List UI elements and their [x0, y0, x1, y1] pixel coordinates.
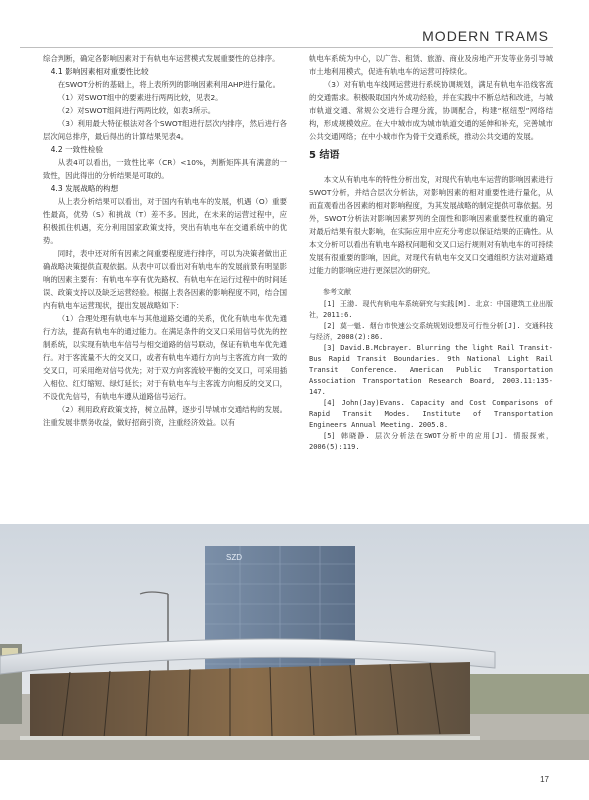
reference-item: [1] 王渤. 现代有轨电车系统研究与实践[M]. 北京：中国建筑工业出版社，2011:6. — [309, 300, 553, 319]
references — [309, 287, 553, 453]
paragraph: 在SWOT分析的基础上，将上表所列的影响因素利用AHP进行量化。 — [57, 80, 280, 89]
paragraph: 综合判断，确定各影响因素对于有轨电车运营模式发展重要性的总排序。 — [43, 54, 280, 63]
reference-item: [2] 莫一魁. 烟台市快速公交系统规划设想及可行性分析[J]. 交通科技与经济，2008(2):86. — [309, 322, 553, 341]
page-number: 17 — [540, 775, 549, 784]
paragraph: （2）对SWOT组间进行两两比较，如表3所示。 — [57, 106, 216, 115]
left-column — [43, 52, 287, 429]
section-heading-conclusion: 5 结语 — [309, 150, 340, 161]
right-column — [309, 52, 553, 453]
paragraph: 从上表分析结果可以看出，对于国内有轨电车的发展，机遇（O）重要性最高，优势（S）和挑战（T）差不多。因此，在未来的运营过程中，应积极抓住机遇，充分利用国家政策支持，突出有轨电车在交通系统中的优势。 — [43, 197, 287, 245]
subsection-heading-4-1: 4.1 影响因素相对重要性比较 — [50, 67, 149, 76]
paragraph: （2）利用政府政策支持，树立品牌，逐步引导城市交通结构的发展。注重发展非票务收益，做好招商引资，注重经济效益。以有 — [43, 405, 287, 427]
journal-header-title: MODERN TRAMS — [422, 28, 549, 44]
header-rule — [20, 47, 553, 48]
reference-item: [5] 韩晓静. 层次分析法在SWOT分析中的应用[J]. 情报探索，2006(5):119. — [309, 432, 553, 451]
subsection-heading-4-2: 4.2 一致性检验 — [50, 145, 104, 154]
subsection-heading-4-3: 4.3 发展战略的构想 — [50, 184, 119, 193]
reference-item: [4] John(Jay)Evans. Capacity and Cost Comparisons of Rapid Transit Modes. Institute of Transportation Engineers Annual Meeting. 2005.8. — [309, 399, 553, 429]
paragraph: 轨电车系统为中心，以广告、租赁、旅游、商业及房地产开发等业务引导城市土地利用模式，促进有轨电车的运营可持续化。 — [309, 54, 553, 76]
paragraph: （3）利用最大特征根法对各个SWOT组进行层次内排序，然后进行各层次间总排序，最后得出的计算结果见表4。 — [43, 119, 287, 141]
paragraph: 同时，表中还对所有因素之间重要程度进行排序，可以为决策者做出正确战略决策提供直观依据。从表中可以看出对有轨电车的发展前景有明显影响的因素主要有：有轨电车享有优先路权、有轨电车在运行过程中的时间延误、政策支持以及缺乏运营经验。根据上表各因素的影响程度不同，结合国内有轨电车运营现状，提出发展战略如下： — [43, 249, 287, 310]
references-title: 参考文献 — [323, 288, 351, 296]
building-sign: SZD — [226, 553, 242, 562]
paragraph: （1）对SWOT组中的要素进行两两比较，见表2。 — [57, 93, 223, 102]
paragraph: 从表4可以看出，一致性比率（CR）<10%，判断矩阵具有满意的一致性，因此得出的分析结果是可取的。 — [43, 158, 287, 180]
paragraph: 本文从有轨电车的特性分析出发，对现代有轨电车运营的影响因素进行SWOT分析，并结合层次分析法，对影响因素的相对重要性进行量化，从而直观看出各因素的相对影响程度，为其发展战略的制定提供可靠依据。另外，SWOT分析法对影响因素罗列的全面性和影响因素重要性权重的确定对最后结果有很大影响，在实际应用中应充分考虑以保证结果的正确性。从本文分析可以看出有轨电车路权问题和交叉口运行规则对有轨电车的可持续发展有很重要的影响，因此，对现代有轨电车交叉口交通组织方法对道路通过能力的影响应进行更深层次的研究。 — [309, 175, 553, 275]
paragraph: （3）对有轨电车线网运营进行系统协调规划，满足有轨电车沿线客流的交通需求。积极吸取国内外成功经验，并在实践中不断总结和改进，与城市轨道交通、常规公交进行合理分流，协调配合，构建“枢纽型”网络结构，形成规模效应。在大中城市成为城市轨道交通的延伸和补充，完善城市公共交通网络；在中小城市作为骨干交通系统，推动公共交通的发展。 — [309, 80, 553, 141]
reference-item: [3] David.B.Mcbrayer. Blurring the light Rail Transit-Bus Rapid Transit Boundaries. 9th National Light Rail Transit Conference. American Public Transportation Association Transportation Research Board, 2003.11:135-147. — [309, 344, 553, 396]
tram-station-photo — [0, 524, 589, 760]
paragraph: （1）合理处理有轨电车与其他道路交通的关系，优化有轨电车优先通行方法，提高有轨电车的通过能力。在满足条件的交叉口采用信号优先的控制系统，以实现有轨电车信号与相交道路的信号联动，保证有轨电车优先通行。对于客流量不大的交叉口，或者有轨电车通行方向与主客流方向一致的交叉口，可采用绝对信号优先；对于双方向客流较平衡的交叉口，可采用插入相位、红灯缩短、绿灯延长；对于有轨电车与主客流方向相反的交叉口，不设优先信号，有轨电车遵从道路信号运行。 — [43, 314, 287, 401]
